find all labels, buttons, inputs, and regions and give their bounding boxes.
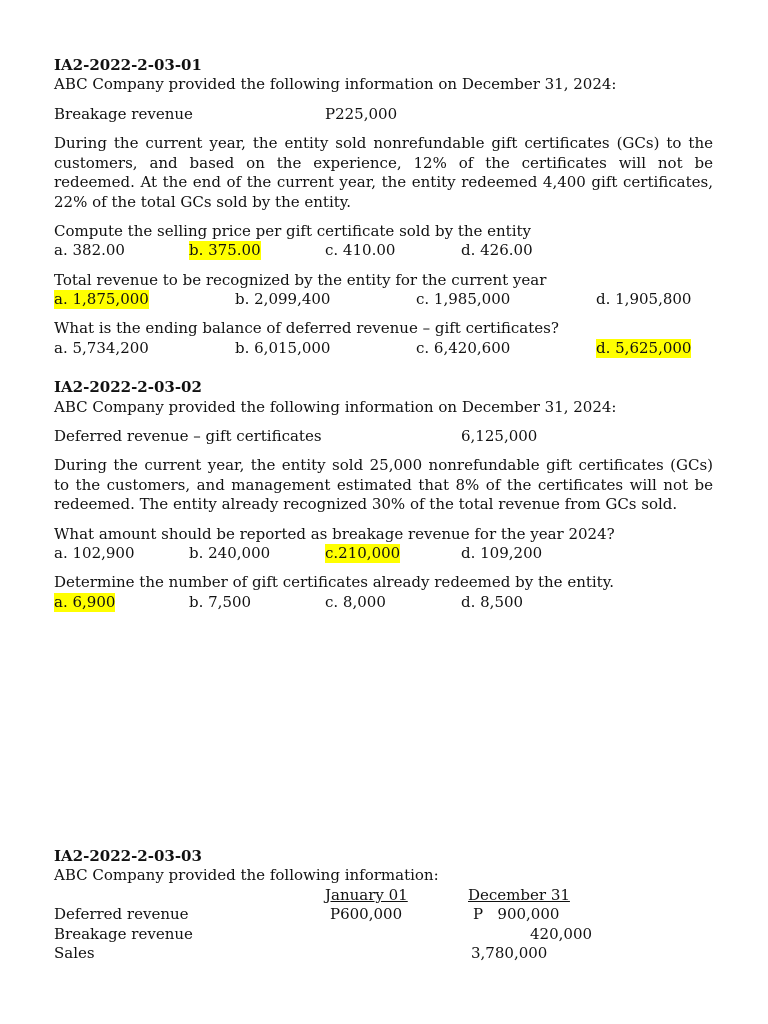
option-c-answer: c.210,000 [325,544,401,562]
option-c: c. 410.00 [325,241,396,259]
option-c: c. 6,420,600 [416,339,511,357]
question-text: What amount should be reported as breakage revenue for the year 2024? [54,525,615,543]
column-header-january: January 01 [325,886,408,904]
item-label: Deferred revenue – gift certificates [54,427,322,445]
problem-paragraph: During the current year, the entity sold 25,000 nonrefundable gift certificates (GCs) to the customers, and management estimated that 8% of the certificates will not be redeemed. The entity already recognized 30% of the total revenue from GCs sold. [54,456,713,513]
question-text: Determine the number of gift certificates already redeemed by the entity. [54,573,614,591]
row-dec-value: 3,780,000 [471,944,548,962]
item-value: P225,000 [325,105,398,123]
option-d: d. 109,200 [461,544,543,562]
option-c: c. 8,000 [325,593,386,611]
column-header-december: December 31 [468,886,570,904]
row-jan-value: P600,000 [330,905,403,923]
question-text: Compute the selling price per gift certificate sold by the entity [54,222,532,240]
option-a: a. 382.00 [54,241,125,259]
item-value: 6,125,000 [461,427,538,445]
question-text: What is the ending balance of deferred revenue – gift certificates? [54,319,559,337]
option-b: b. 240,000 [189,544,271,562]
problem-paragraph: During the current year, the entity sold nonrefundable gift certificates (GCs) to the customers, and based on the experience, 12% of the certificates will not be redeemed. At the end of the current year, the entity redeemed 4,400 gift certificates, 22% of the total GCs sold by the entity. [54,134,713,211]
section-intro: ABC Company provided the following information on December 31, 2024: [54,75,617,93]
row-dec-value: P 900,000 [473,905,560,923]
option-b-answer: b. 375.00 [189,241,261,259]
option-d: d. 426.00 [461,241,533,259]
section-intro: ABC Company provided the following information: [54,866,439,884]
option-a: a. 102,900 [54,544,135,562]
section-intro: ABC Company provided the following information on December 31, 2024: [54,398,617,416]
row-label: Breakage revenue [54,925,193,943]
option-b: b. 7,500 [189,593,252,611]
section-code: IA2-2022-2-03-01 [54,56,202,74]
option-a-answer: a. 6,900 [54,593,116,611]
question-text: Total revenue to be recognized by the entity for the current year [54,271,547,289]
option-d-answer: d. 5,625,000 [596,339,692,357]
option-a-answer: a. 1,875,000 [54,290,149,308]
section-code: IA2-2022-2-03-03 [54,847,202,865]
item-label: Breakage revenue [54,105,193,123]
option-a: a. 5,734,200 [54,339,149,357]
option-b: b. 2,099,400 [235,290,331,308]
row-label: Sales [54,944,95,962]
section-code: IA2-2022-2-03-02 [54,378,202,396]
option-b: b. 6,015,000 [235,339,331,357]
row-label: Deferred revenue [54,905,189,923]
option-c: c. 1,985,000 [416,290,511,308]
row-dec-value: 420,000 [530,925,593,943]
option-d: d. 1,905,800 [596,290,692,308]
option-d: d. 8,500 [461,593,524,611]
